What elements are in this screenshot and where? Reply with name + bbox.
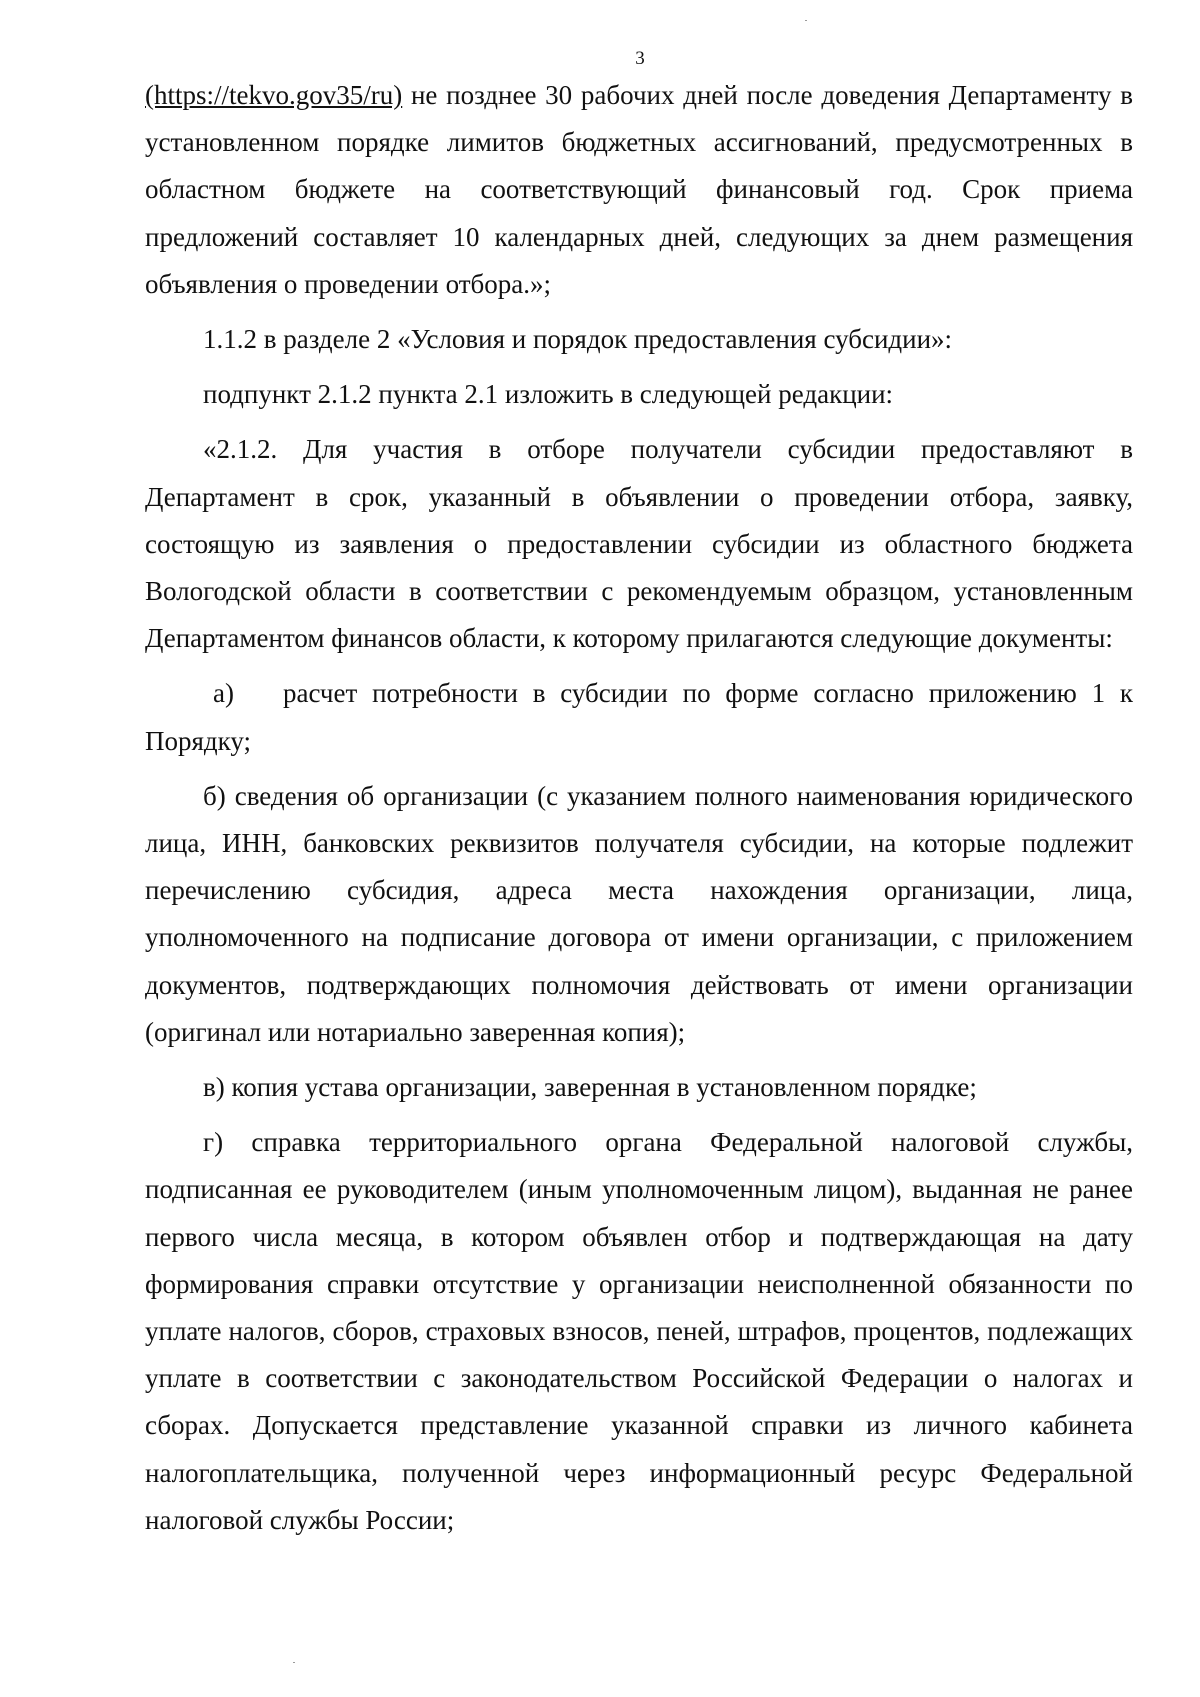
- paragraph-gap: [145, 363, 1133, 371]
- website-link[interactable]: (https://tekvo.gov35/ru): [145, 80, 403, 110]
- paragraph-gap: [145, 308, 1133, 316]
- paragraph-gap: [145, 1111, 1133, 1119]
- list-item-a-marker: а): [213, 678, 234, 709]
- paragraph-gap: [145, 1056, 1133, 1064]
- paragraph-section-2: 1.1.2 в разделе 2 «Условия и порядок предоставления субсидии»:: [203, 324, 953, 355]
- list-item-b: б) сведения об организации (с указанием полного наименования юридического лица, ИНН, банковских реквизитов получателя субсидии, на которые подлежит перечислению субсидия, адреса места нахождения организации, лица, уполномоченного на подписание договора от имени организации, с приложением документов, подтверждающих полномочия действовать от имени организации (оригинал или нотариально заверенная копия);: [145, 780, 1133, 1047]
- page-number: 3: [635, 48, 645, 69]
- paragraph-intro-text: не позднее 30 рабочих дней после доведения Департаменту в установленном порядке лимитов бюджетных ассигнований, предусмотренных в областном бюджете на соответствующий финансовый год. Срок приема предложений составляет 10 календарных дней, следующих за днем размещения объявления о проведении отбора.»;: [145, 80, 1133, 299]
- list-item-a: [145, 670, 1133, 764]
- paragraph-gap: [145, 765, 1133, 773]
- paragraph-subitem-2-1-2: подпункт 2.1.2 пункта 2.1 изложить в следующей редакции:: [203, 379, 894, 410]
- paragraph-gap: [145, 662, 1133, 670]
- scan-speck: [805, 20, 807, 21]
- scan-speck: [293, 1662, 295, 1663]
- paragraph-2-1-2-text: «2.1.2. Для участия в отборе получатели субсидии предоставляют в Департамент в срок, указанный в объявлении о проведении отбора, заявку, состоящую из заявления о предоставлении субсидии из областного бюджета Вологодской области в соответствии с рекомендуемым образцом, установленным Департаментом финансов области, к которому прилагаются следующие документы:: [145, 434, 1133, 654]
- paragraph-gap: [145, 418, 1133, 426]
- document-body: [145, 72, 1133, 1544]
- list-item-g: г) справка территориального органа Федеральной налоговой службы, подписанная ее руководителем (иным уполномоченным лицом), выданная не ранее первого числа месяца, в котором объявлен отбор и подтверждающая на дату формирования справки отсутствие у организации неисполненной обязанности по уплате налогов, сборов, страховых взносов, пеней, штрафов, процентов, подлежащих уплате в соответствии с законодательством Российской Федерации о налогах и сборах. Допускается представление указанной справки из личного кабинета налогоплательщика, полученной через информационный ресурс Федеральной налоговой службы России;: [145, 1127, 1133, 1535]
- paragraph-intro: [145, 72, 1133, 308]
- list-item-v: в) копия устава организации, заверенная в установленном порядке;: [203, 1072, 977, 1103]
- list-item-a-text: расчет потребности в субсидии по форме согласно приложению 1 к Порядку;: [145, 678, 1133, 756]
